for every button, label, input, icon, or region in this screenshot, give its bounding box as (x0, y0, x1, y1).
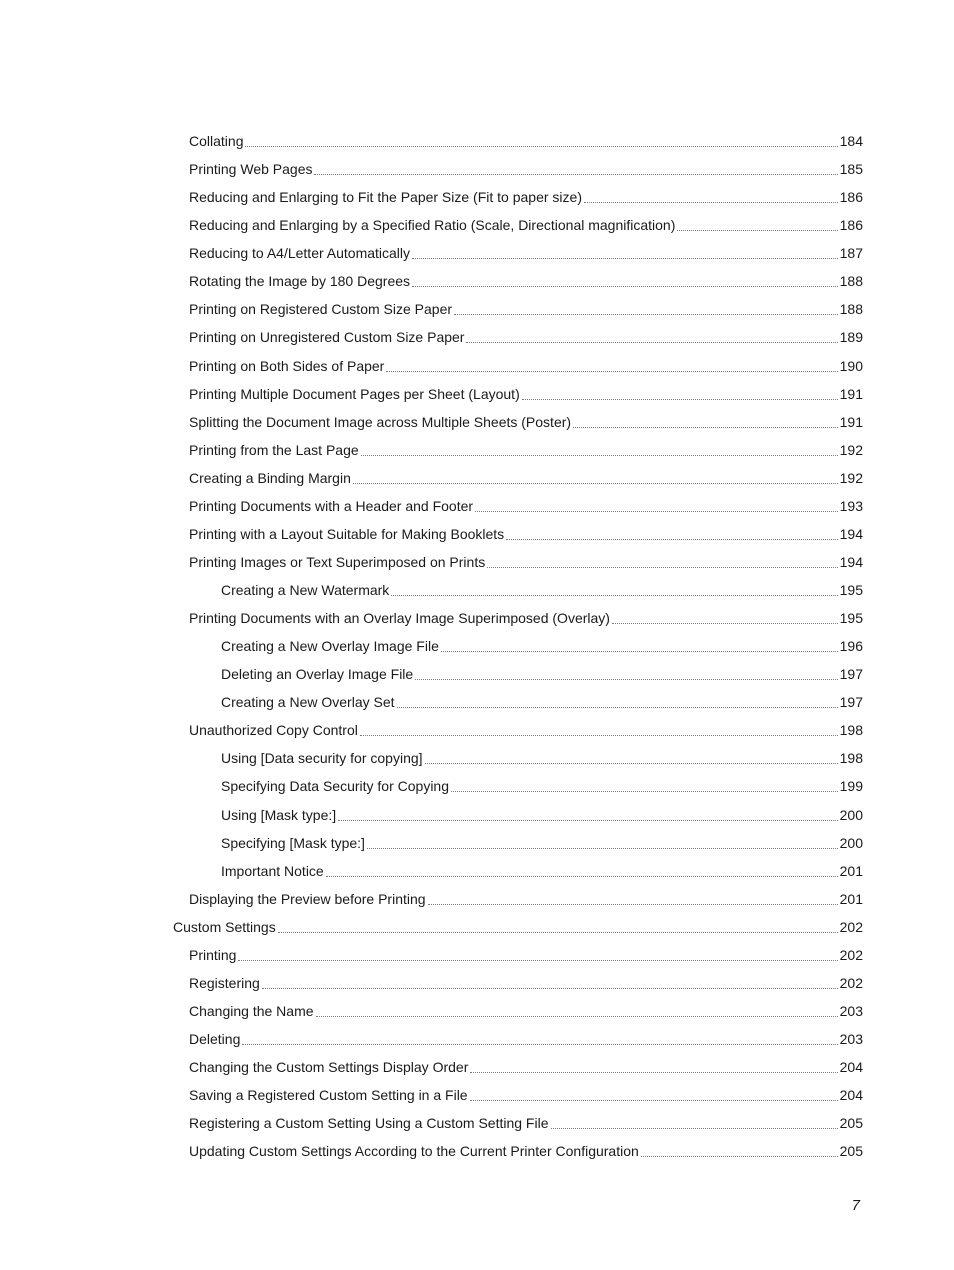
toc-entry-page: 202 (839, 974, 863, 991)
toc-dot-leader (573, 426, 838, 428)
toc-entry-page: 194 (839, 525, 863, 542)
toc-entry-page: 195 (839, 610, 863, 627)
toc-entry-page: 202 (839, 918, 863, 935)
toc-dot-leader (316, 1015, 838, 1017)
toc-entry-title: Important Notice (221, 862, 324, 879)
toc-dot-leader (278, 931, 838, 933)
toc-dot-leader (367, 847, 838, 849)
toc-entry[interactable] (0, 913, 954, 941)
toc-entry-title: Registering (189, 974, 260, 991)
toc-entry-page: 191 (839, 413, 863, 430)
toc-entry-title: Specifying Data Security for Copying (221, 778, 449, 795)
toc-entry-page: 200 (839, 834, 863, 851)
toc-entry[interactable] (0, 323, 954, 351)
toc-entry[interactable] (0, 295, 954, 323)
toc-entry-page: 200 (839, 806, 863, 823)
toc-entry-title: Printing Multiple Document Pages per Sheet (Layout) (189, 385, 520, 402)
toc-dot-leader (641, 1155, 838, 1157)
toc-entry[interactable] (0, 436, 954, 464)
toc-entry-page: 192 (839, 469, 863, 486)
toc-entry[interactable] (0, 772, 954, 800)
toc-entry-title: Using [Data security for copying] (221, 750, 423, 767)
toc-dot-leader (412, 285, 838, 287)
toc-entry[interactable] (0, 604, 954, 632)
toc-entry-title: Printing (189, 946, 237, 963)
toc-dot-leader (360, 734, 838, 736)
toc-entry[interactable] (0, 660, 954, 688)
toc-entry-title: Creating a New Overlay Image File (221, 638, 439, 655)
toc-dot-leader (612, 622, 838, 624)
toc-dot-leader (412, 257, 838, 259)
page-number: 7 (851, 1197, 860, 1214)
toc-dot-leader (470, 1099, 838, 1101)
toc-entry[interactable] (0, 969, 954, 997)
toc-entry[interactable] (0, 408, 954, 436)
toc-dot-leader (425, 762, 838, 764)
toc-dot-leader (522, 398, 838, 400)
toc-entry-page: 188 (839, 301, 863, 318)
toc-dot-leader (487, 566, 837, 568)
toc-entry[interactable] (0, 744, 954, 772)
toc-entry-title: Deleting an Overlay Image File (221, 666, 414, 683)
toc-entry[interactable] (0, 183, 954, 211)
toc-entry[interactable] (0, 1025, 954, 1053)
toc-entry-page: 197 (839, 666, 863, 683)
toc-entry-page: 192 (839, 441, 863, 458)
toc-entry-title: Changing the Name (189, 1002, 314, 1019)
toc-entry[interactable] (0, 829, 954, 857)
toc-entry-page: 205 (839, 1115, 863, 1132)
toc-dot-leader (677, 229, 837, 231)
toc-dot-leader (454, 313, 838, 315)
toc-entry[interactable] (0, 801, 954, 829)
toc-entry-page: 198 (839, 722, 863, 739)
toc-entry-title: Rotating the Image by 180 Degrees (189, 273, 411, 290)
toc-entry[interactable] (0, 632, 954, 660)
toc-entry-page: 201 (839, 862, 863, 879)
toc-entry[interactable] (0, 1109, 954, 1137)
toc-entry[interactable] (0, 211, 954, 239)
toc-entry-title: Printing on Both Sides of Paper (189, 357, 385, 374)
toc-entry-title: Using [Mask type:] (221, 806, 337, 823)
toc-entry-page: 186 (839, 217, 863, 234)
toc-dot-leader (428, 903, 838, 905)
toc-entry-title: Printing on Registered Custom Size Paper (189, 301, 453, 318)
toc-entry-page: 187 (839, 245, 863, 262)
toc-entry[interactable] (0, 885, 954, 913)
toc-entry-page: 203 (839, 1031, 863, 1048)
toc-entry-title: Collating (189, 133, 244, 150)
toc-entry[interactable] (0, 548, 954, 576)
toc-entry[interactable] (0, 997, 954, 1025)
toc-entry[interactable] (0, 520, 954, 548)
toc-entry[interactable] (0, 941, 954, 969)
toc-entry-title: Printing Documents with a Header and Footer (189, 497, 474, 514)
toc-entry-title: Changing the Custom Settings Display Order (189, 1059, 469, 1076)
toc-entry-title: Printing Images or Text Superimposed on Prints (189, 553, 486, 570)
toc-entry-page: 197 (839, 694, 863, 711)
toc-entry[interactable] (0, 380, 954, 408)
toc-entry-title: Creating a New Overlay Set (221, 694, 395, 711)
toc-entry-title: Reducing and Enlarging to Fit the Paper Size (Fit to paper size) (189, 189, 582, 206)
toc-dot-leader (397, 706, 838, 708)
toc-entry-page: 198 (839, 750, 863, 767)
toc-entry-page: 204 (839, 1059, 863, 1076)
toc-entry[interactable] (0, 857, 954, 885)
toc-entry[interactable] (0, 1081, 954, 1109)
toc-entry-page: 191 (839, 385, 863, 402)
toc-entry-title: Reducing to A4/Letter Automatically (189, 245, 411, 262)
toc-entry-title: Registering a Custom Setting Using a Custom Setting File (189, 1115, 549, 1132)
toc-dot-leader (262, 987, 838, 989)
toc-dot-leader (475, 510, 838, 512)
toc-entry-page: 203 (839, 1002, 863, 1019)
toc-entry-title: Reducing and Enlarging by a Specified Ratio (Scale, Directional magnification) (189, 217, 676, 234)
toc-dot-leader (451, 790, 838, 792)
toc-entry[interactable] (0, 1137, 954, 1165)
toc-dot-leader (470, 1071, 837, 1073)
toc-dot-leader (391, 594, 837, 596)
toc-entry-page: 204 (839, 1087, 863, 1104)
toc-entry[interactable] (0, 352, 954, 380)
toc-dot-leader (238, 959, 837, 961)
toc-entry-title: Updating Custom Settings According to the Current Printer Configuration (189, 1143, 639, 1160)
toc-entry-title: Unauthorized Copy Control (189, 722, 358, 739)
toc-entry-title: Creating a Binding Margin (189, 469, 351, 486)
toc-entry[interactable] (0, 716, 954, 744)
toc-entry-page: 205 (839, 1143, 863, 1160)
toc-entry-title: Printing with a Layout Suitable for Making Booklets (189, 525, 505, 542)
toc-dot-leader (506, 538, 837, 540)
toc-entry-title: Specifying [Mask type:] (221, 834, 365, 851)
toc-entry[interactable] (0, 155, 954, 183)
toc-entry-page: 196 (839, 638, 863, 655)
toc-dot-leader (245, 145, 837, 147)
toc-entry-page: 202 (839, 946, 863, 963)
toc-entry-title: Printing Documents with an Overlay Image Superimposed (Overlay) (189, 610, 610, 627)
toc-entry-page: 189 (839, 329, 863, 346)
toc-entry-page: 186 (839, 189, 863, 206)
toc-entry-title: Printing from the Last Page (189, 441, 359, 458)
toc-entry-page: 190 (839, 357, 863, 374)
toc-entry-title: Printing Web Pages (189, 161, 313, 178)
toc-entry[interactable] (0, 464, 954, 492)
toc-entry-title: Printing on Unregistered Custom Size Paper (189, 329, 465, 346)
toc-entry-page: 195 (839, 582, 863, 599)
toc-dot-leader (584, 201, 838, 203)
toc-entry[interactable] (0, 267, 954, 295)
toc-entry-page: 188 (839, 273, 863, 290)
table-of-contents (0, 127, 954, 1165)
toc-dot-leader (415, 678, 837, 680)
toc-dot-leader (326, 875, 838, 877)
toc-dot-leader (338, 819, 837, 821)
toc-entry-page: 199 (839, 778, 863, 795)
toc-entry-title: Creating a New Watermark (221, 582, 390, 599)
toc-entry[interactable] (0, 239, 954, 267)
toc-entry-title: Saving a Registered Custom Setting in a File (189, 1087, 468, 1104)
toc-entry[interactable] (0, 1053, 954, 1081)
toc-entry[interactable] (0, 127, 954, 155)
toc-entry[interactable] (0, 492, 954, 520)
toc-entry-page: 185 (839, 161, 863, 178)
toc-dot-leader (386, 370, 837, 372)
toc-entry-page: 194 (839, 553, 863, 570)
toc-entry-page: 201 (839, 890, 863, 907)
toc-dot-leader (466, 341, 837, 343)
toc-entry-page: 193 (839, 497, 863, 514)
toc-entry[interactable] (0, 688, 954, 716)
toc-entry[interactable] (0, 576, 954, 604)
toc-dot-leader (361, 454, 838, 456)
toc-entry-title: Splitting the Document Image across Multiple Sheets (Poster) (189, 413, 572, 430)
toc-dot-leader (314, 173, 837, 175)
toc-entry-title: Displaying the Preview before Printing (189, 890, 426, 907)
toc-dot-leader (353, 482, 838, 484)
toc-dot-leader (551, 1127, 838, 1129)
toc-entry-title: Deleting (189, 1031, 241, 1048)
toc-dot-leader (441, 650, 838, 652)
toc-entry-title: Custom Settings (173, 918, 276, 935)
toc-dot-leader (242, 1043, 837, 1045)
toc-entry-page: 184 (839, 133, 863, 150)
